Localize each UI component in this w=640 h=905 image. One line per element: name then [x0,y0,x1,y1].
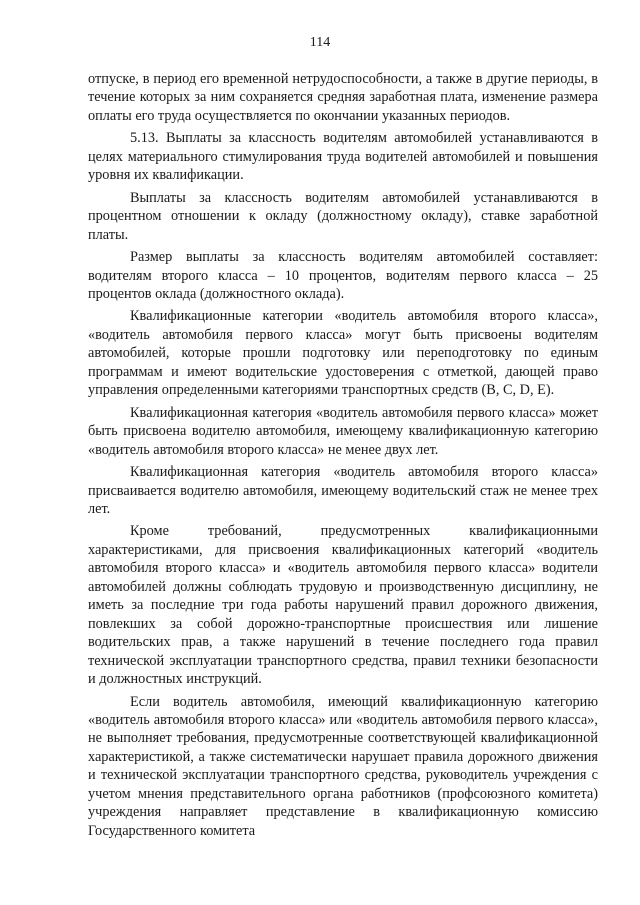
paragraph: Если водитель автомобиля, имеющий квалификационную категорию «водитель автомобиля второго класса» или «водитель автомобиля первого класса», не выполняет требования, предусмотренные соответствующей квалификационной характеристикой, а также систематически нарушает правила дорожного движения и технической эксплуатации транспортного средства, руководитель учреждения с учетом мнения представительного органа работников (профсоюзного комитета) учреждения направляет представление в квалификационную комиссию Государственного комитета [88,693,598,839]
paragraph: 5.13. Выплаты за классность водителям автомобилей устанавливаются в целях материального стимулирования труда водителей автомобилей и повышения уровня их квалификации. [88,130,598,184]
paragraph: Квалификационная категория «водитель автомобиля первого класса» может быть присвоена водителю автомобиля, имеющему квалификационную категорию «водитель автомобиля второго класса» не менее двух лет. [88,404,598,458]
paragraph: Выплаты за классность водителям автомобилей устанавливаются в процентном отношении к окладу (должностному окладу), ставке заработной платы. [88,189,598,243]
paragraph: Кроме требований, предусмотренных квалификационными характеристиками, для присвоения квалификационных категорий «водитель автомобиля второго класса» и «водитель автомобиля первого класса» водители автомобилей должны соблюдать трудовую и производственную дисциплину, не иметь за последние три года работы нарушений правил дорожного движения, повлекших за собой дорожно-транспортные происшествия или лишение водительских прав, а также нарушений в течение последнего года правил технической эксплуатации транспортного средства, правил техники безопасности и должностных инструкций. [88,523,598,688]
paragraph: Размер выплаты за классность водителям автомобилей составляет: водителям второго класса – 10 процентов, водителям первого класса – 25 процентов оклада (должностного оклада). [88,249,598,302]
page-number: 114 [309,35,331,50]
body-text [88,70,598,840]
paragraph: Квалификационные категории «водитель автомобиля второго класса», «водитель автомобиля первого класса» могут быть присвоены водителям автомобилей, которые прошли подготовку или переподготовку по единым программам и имеют водительские удостоверения с отметкой, дающей право управления определенными категориями транспортных средств (B, C, D, E). [88,308,598,399]
paragraph: Квалификационная категория «водитель автомобиля второго класса» присваивается водителю автомобиля, имеющему водительский стаж не менее трех лет. [88,464,598,517]
paragraph: отпуске, в период его временной нетрудоспособности, а также в другие периоды, в течение которых за ним сохраняется средняя заработная плата, изменение размера оплаты его труда осуществляется по окончании указанных периодов. [88,71,598,124]
